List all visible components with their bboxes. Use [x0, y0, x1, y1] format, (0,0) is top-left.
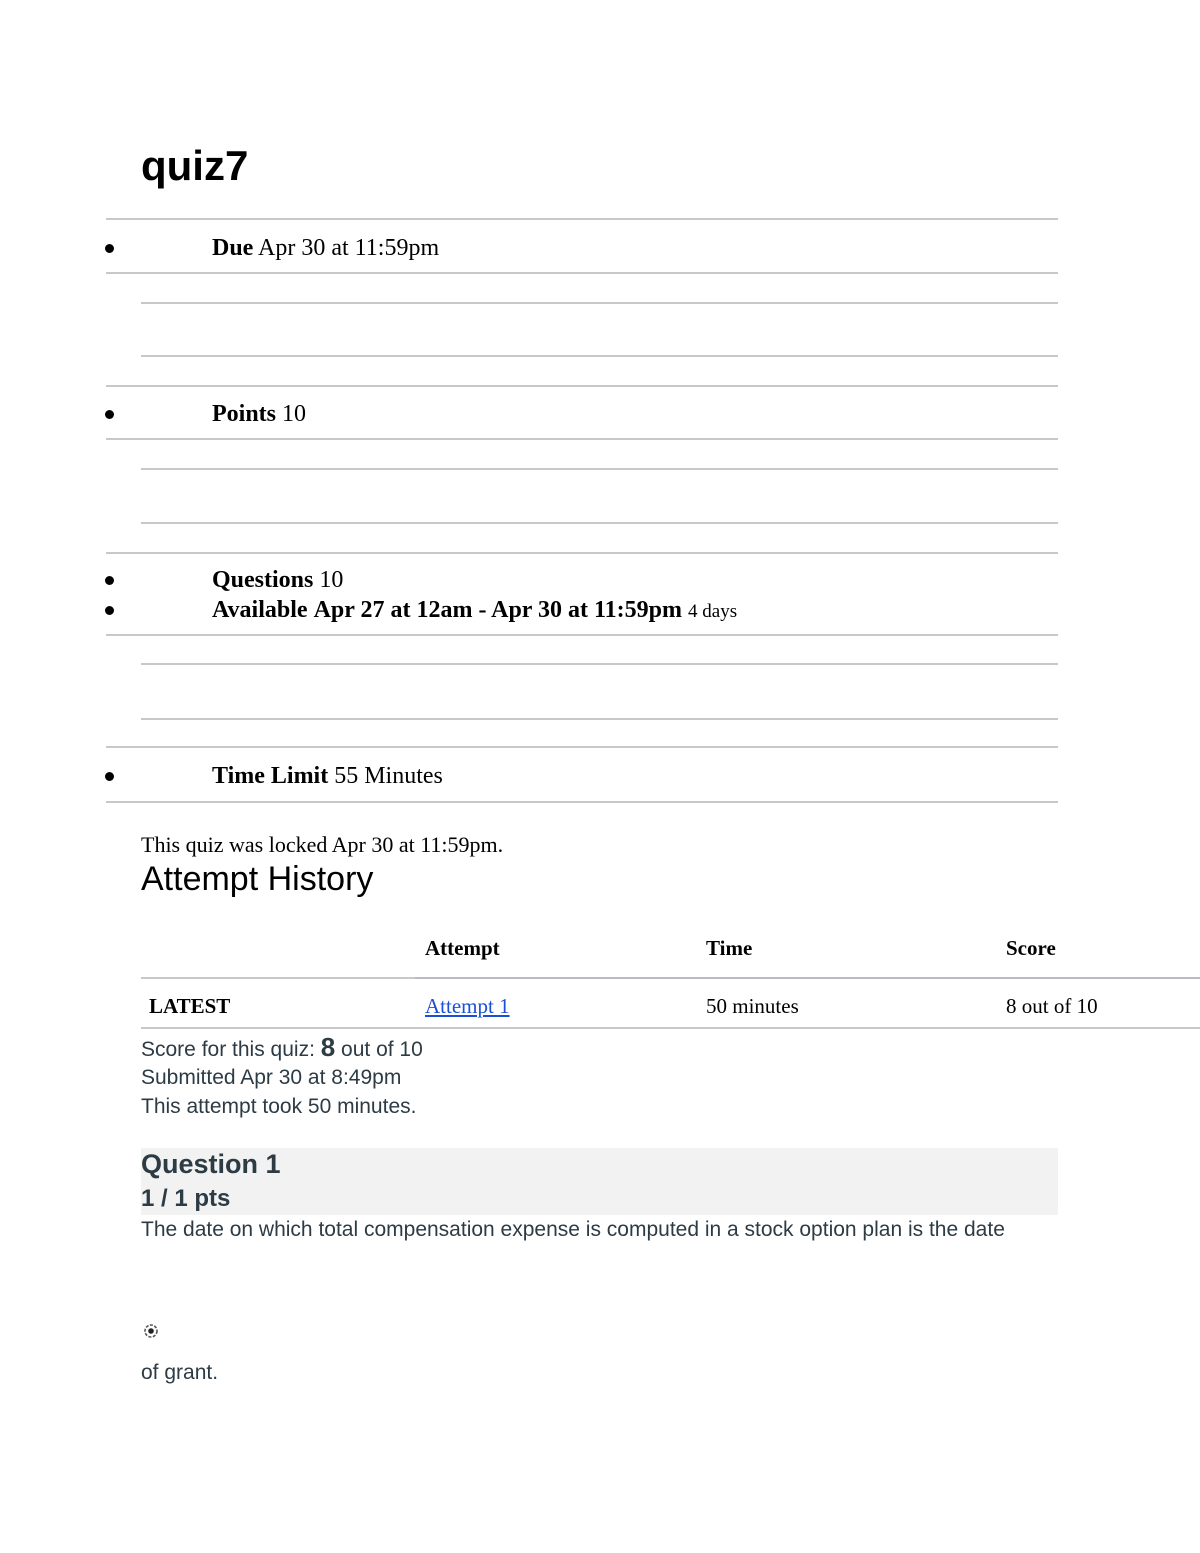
attempt-duration: This attempt took 50 minutes.	[141, 1095, 417, 1118]
time-limit-label: Time Limit	[212, 763, 329, 789]
divider	[141, 522, 1058, 524]
quiz-score	[141, 1033, 423, 1064]
detail-time-limit	[212, 761, 443, 791]
bullet-icon	[105, 606, 114, 615]
question-points: 1 / 1 pts	[141, 1185, 231, 1212]
column-header-time: Time	[706, 936, 753, 960]
divider	[106, 438, 1058, 440]
score-suffix: out of 10	[335, 1038, 423, 1061]
latest-badge: LATEST	[149, 994, 231, 1018]
available-label: Available	[212, 597, 308, 623]
divider	[141, 468, 1058, 470]
page-title: quiz7	[141, 142, 249, 189]
score-prefix: Score for this quiz:	[141, 1038, 321, 1061]
due-value: Apr 30 at 11:59pm	[258, 235, 440, 261]
divider	[106, 272, 1058, 274]
radio-selected-icon-graphic	[143, 1323, 159, 1339]
column-header-attempt: Attempt	[425, 936, 500, 960]
bullet-icon	[105, 244, 114, 253]
column-header-score: Score	[1006, 936, 1056, 960]
detail-questions	[212, 565, 343, 595]
question-title: Question 1	[141, 1149, 281, 1179]
divider	[106, 634, 1058, 636]
divider	[141, 663, 1058, 665]
attempt-score: 8 out of 10	[1006, 994, 1098, 1018]
table-row-divider	[141, 1027, 1200, 1029]
attempt-link[interactable]	[425, 991, 510, 1021]
attempt-history-title: Attempt History	[141, 860, 374, 898]
question-text: The date on which total compensation expense is computed in a stock option plan is the date	[141, 1218, 1005, 1241]
locked-message: This quiz was locked Apr 30 at 11:59pm.	[141, 832, 504, 857]
attempt-1-link[interactable]: Attempt 1	[425, 994, 510, 1018]
detail-points	[212, 399, 306, 429]
detail-available	[212, 595, 737, 627]
table-header-divider	[141, 977, 415, 979]
submitted-time: Submitted Apr 30 at 8:49pm	[141, 1066, 402, 1089]
detail-due	[212, 233, 439, 263]
score-value: 8	[320, 1032, 336, 1062]
table-header-divider	[415, 977, 1200, 979]
divider	[141, 355, 1058, 357]
divider	[106, 746, 1058, 748]
divider	[106, 552, 1058, 554]
questions-label: Questions	[212, 567, 314, 593]
divider	[106, 385, 1058, 387]
bullet-icon	[105, 576, 114, 585]
divider	[106, 801, 1058, 803]
attempt-time: 50 minutes	[706, 994, 799, 1018]
selected-answer: of grant.	[141, 1361, 219, 1384]
points-value: 10	[282, 401, 307, 427]
bullet-icon	[105, 410, 114, 419]
due-label: Due	[212, 235, 254, 261]
bullet-icon	[105, 772, 114, 781]
divider	[106, 218, 1058, 220]
divider	[141, 302, 1058, 304]
available-value: Apr 27 at 12am - Apr 30 at 11:59pm	[313, 597, 683, 623]
available-duration: 4 days	[688, 601, 738, 622]
time-limit-value: 55 Minutes	[334, 763, 443, 789]
points-label: Points	[212, 401, 277, 427]
radio-selected-icon[interactable]	[143, 1323, 157, 1337]
divider	[141, 718, 1058, 720]
questions-value: 10	[319, 567, 344, 593]
